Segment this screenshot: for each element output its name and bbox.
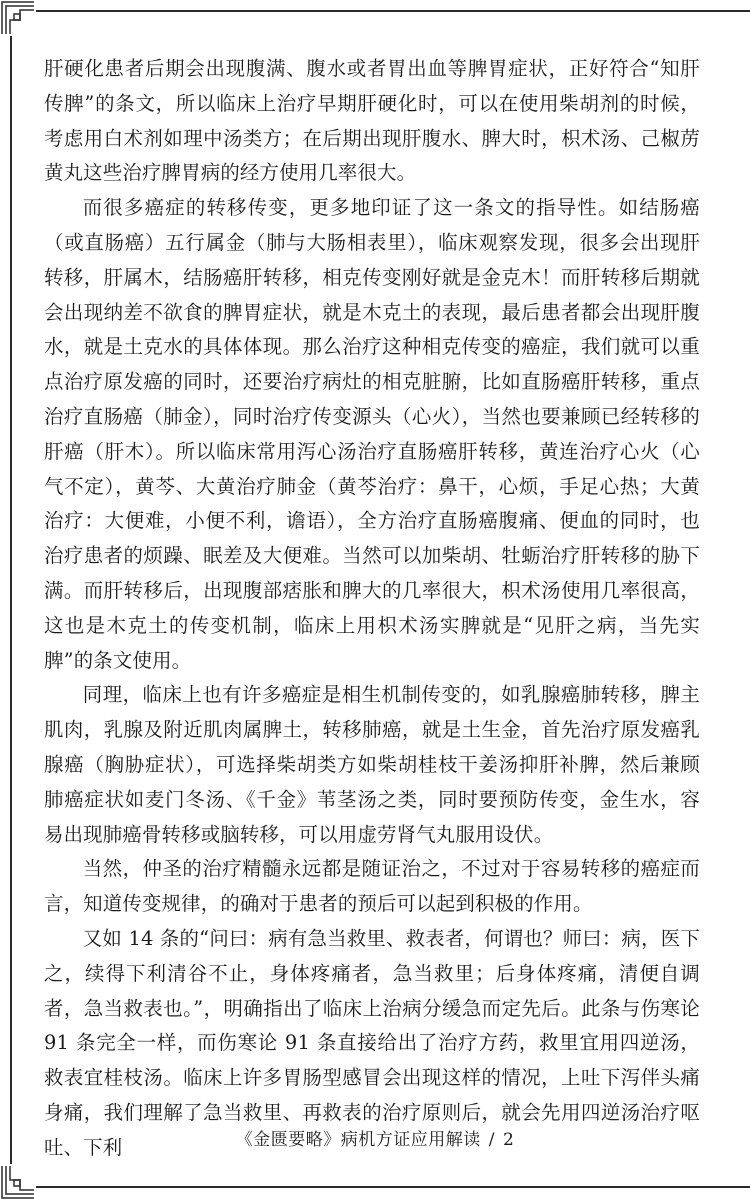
paragraph-treatment-essence: 当然，仲圣的治疗精髓永远都是随证治之，不过对于容易转移的癌症而言，知道传变规律，的确对于患者的预后可以起到积极的作用。 bbox=[44, 857, 700, 916]
frame-left-line bbox=[10, 36, 12, 1164]
page-number: 2 bbox=[502, 1130, 515, 1150]
page-footer bbox=[0, 1125, 750, 1150]
frame-corner-bottom-left-ornament bbox=[0, 1166, 34, 1200]
frame-top-line bbox=[36, 10, 750, 12]
page-body bbox=[44, 52, 700, 1166]
paragraph-generation-cycle: 同理，临床上也有许多癌症是相生机制传变的，如乳腺癌肺转移，脾主肌肉，乳腺及附近肌肉属脾土，转移肺癌，就是土生金，首先治疗原发癌乳腺癌（胸胁症状），可选择柴胡类方如柴胡桂枝干姜汤抑肝补脾，然后兼顾肺癌症状如麦门冬汤、《千金》苇茎汤之类，同时要预防传变，金生水，容易出现肺癌骨转移或脑转移，可以用虚劳肾气丸服用设伏。 bbox=[44, 683, 700, 846]
footer-separator: / bbox=[488, 1130, 495, 1150]
frame-corner-top-left-ornament bbox=[0, 0, 34, 34]
paragraph-cancer-metastasis: 而很多癌症的转移传变，更多地印证了这一条文的指导性。如结肠癌（或直肠癌）五行属金（肺与大肠相表里），临床观察发现，很多会出现肝转移，肝属木，结肠癌肝转移，相克传变刚好就是金克木！而肝转移后期就会出现纳差不欲食的脾胃症状，就是木克土的表现，最后患者都会出现肝腹水，就是土克水的具体体现。那么治疗这种相克传变的癌症，我们就可以重点治疗原发癌的同时，还要治疗病灶的相克脏腑，比如直肠癌肝转移，重点治疗直肠癌（肺金），同时治疗传变源头（心火），当然也要兼顾已经转移的肝癌（肝木）。所以临床常用泻心汤治疗直肠癌肝转移，黄连治疗心火（心气不定），黄芩、大黄治疗肺金（黄芩治疗：鼻干，心烦，手足心热；大黄治疗：大便难，小便不利，谵语），全方治疗直肠癌腹痛、便血的同时，也治疗患者的烦躁、眠差及大便难。当然可以加柴胡、牡蛎治疗肝转移的胁下满。而肝转移后，出现腹部痞胀和脾大的几率很大，枳术汤使用几率很高，这也是木克土的传变机制，临床上用枳术汤实脾就是“见肝之病，当先实脾”的条文使用。 bbox=[44, 196, 700, 672]
paragraph-liver-cirrhosis: 肝硬化患者后期会出现腹满、腹水或者胃出血等脾胃症状，正好符合“知肝传脾”的条文，所以临床上治疗早期肝硬化时，可以在使用柴胡剂的时候，考虑用白术剂如理中汤类方；在后期出现肝腹水、脾大时，枳术汤、己椒苈黄丸这些治疗脾胃病的经方使用几率很大。 bbox=[44, 57, 700, 185]
footer-book-title: 《金匮要略》病机方证应用解读 bbox=[235, 1130, 481, 1150]
paragraph-clause-14: 又如 14 条的“问曰：病有急当救里、救表者，何谓也？师曰：病，医下之，续得下利清谷不止，身体疼痛者，急当救里；后身体疼痛，清便自调者，急当救表也。”，明确指出了临床上治病分缓急而定先后。此条与伤寒论 91 条完全一样，而伤寒论 91 条直接给出了治疗方药，救里宜用四逆汤，救表宜桂枝汤。临床上许多胃肠型感冒会出现这样的情况，上吐下泻伴头痛身痛，我们理解了急当救里、再救表的治疗原则后，就会先用四逆汤治疗呕吐、下利 bbox=[44, 926, 700, 1159]
frame-bottom-line bbox=[36, 1186, 750, 1188]
